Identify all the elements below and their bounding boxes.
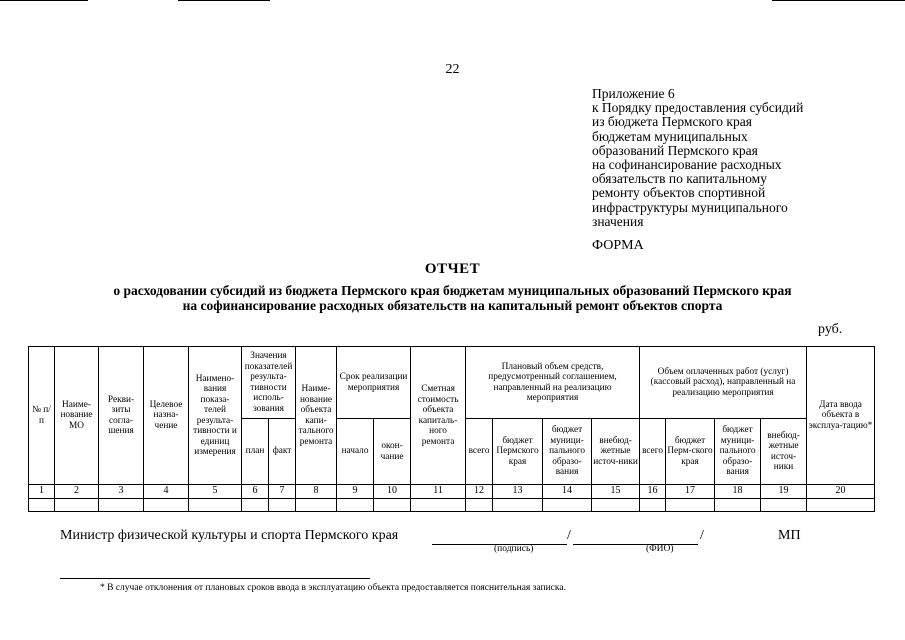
empty-cell xyxy=(466,499,493,512)
appendix-line: к Порядку предоставления субсидий xyxy=(592,100,804,116)
column-number: 10 xyxy=(374,485,411,499)
header-plan: план xyxy=(242,419,269,485)
header-extra: внебюд-жетные источ-ники xyxy=(592,419,640,485)
top-border-right xyxy=(772,0,905,1)
column-number: 14 xyxy=(543,485,592,499)
fio-caption: (ФИО) xyxy=(646,544,674,554)
appendix-line: образований Пермского края xyxy=(592,142,758,158)
empty-cell xyxy=(715,499,761,512)
appendix-line: Приложение 6 xyxy=(592,86,675,101)
empty-cell xyxy=(99,499,144,512)
empty-cell xyxy=(640,499,666,512)
column-number: 7 xyxy=(269,485,296,499)
empty-data-row xyxy=(29,499,875,512)
appendix-block xyxy=(592,87,892,229)
report-table xyxy=(28,346,875,512)
empty-cell xyxy=(269,499,296,512)
header-planned: Плановый объем средств, предусмотренный соглашением, направленный на реализацию мероприятия xyxy=(466,347,640,419)
header-object: Наиме-нование объекта капи-тального ремонта xyxy=(296,347,337,485)
column-number: 11 xyxy=(411,485,466,499)
empty-cell xyxy=(242,499,269,512)
footnote: * В случае отклонения от плановых сроков ввода в эксплуатацию объекта предоставляется пояснительная записка. xyxy=(100,583,566,593)
header-municipal: бюджет муници-пального образо-вания xyxy=(543,419,592,485)
header-total: всего xyxy=(466,419,493,485)
column-number: 9 xyxy=(337,485,374,499)
header-municipal-paid: бюджет муници-пального образо-вания xyxy=(715,419,761,485)
empty-cell xyxy=(493,499,543,512)
header-period: Срок реализации мероприятия xyxy=(337,347,411,419)
appendix-line: бюджетам муниципальных xyxy=(592,128,748,144)
empty-cell xyxy=(411,499,466,512)
empty-cell xyxy=(29,499,55,512)
form-label: ФОРМА xyxy=(592,238,644,253)
header-mo: Наиме-нование МО xyxy=(55,347,99,485)
empty-cell xyxy=(55,499,99,512)
signature-label: Министр физической культуры и спорта Пермского края xyxy=(60,528,399,543)
subtitle-line: на софинансирование расходных обязательств на капитальный ремонт объектов спорта xyxy=(182,298,723,313)
column-number: 16 xyxy=(640,485,666,499)
empty-cell xyxy=(807,499,875,512)
footnote-rule xyxy=(60,578,370,579)
appendix-line: обязательств по капитальному xyxy=(592,171,767,187)
column-number: 4 xyxy=(144,485,189,499)
report-subtitle xyxy=(0,283,905,313)
column-number: 3 xyxy=(99,485,144,499)
column-number: 17 xyxy=(666,485,715,499)
header-paid: Объем оплаченных работ (услуг) (кассовый расход), направленный на реализацию мероприятия xyxy=(640,347,807,419)
appendix-line: на софинансирование расходных xyxy=(592,157,782,173)
header-total-paid: всего xyxy=(640,419,666,485)
currency-label: руб. xyxy=(818,322,843,337)
empty-cell xyxy=(666,499,715,512)
column-number: 6 xyxy=(242,485,269,499)
header-fact: факт xyxy=(269,419,296,485)
appendix-line: из бюджета Пермского края xyxy=(592,114,752,130)
fio-underline xyxy=(573,544,698,545)
empty-cell xyxy=(337,499,374,512)
fio-slash: / xyxy=(700,528,704,543)
stamp-place-label: МП xyxy=(778,528,801,543)
header-cost: Сметная стоимость объекта капиталь-ного ремонта xyxy=(411,347,466,485)
appendix-line: ремонту объектов спортивной xyxy=(592,185,766,201)
column-number: 18 xyxy=(715,485,761,499)
header-rekvizity: Рекви-зиты согла-шения xyxy=(99,347,144,485)
column-number: 19 xyxy=(761,485,807,499)
top-border-left xyxy=(0,0,88,1)
empty-cell xyxy=(761,499,807,512)
empty-cell xyxy=(592,499,640,512)
column-number: 8 xyxy=(296,485,337,499)
signature-line xyxy=(60,528,398,544)
signature-slash: / xyxy=(567,528,571,543)
report-title: ОТЧЕТ xyxy=(424,261,481,277)
column-number: 13 xyxy=(493,485,543,499)
header-extra-paid: внебюд-жетные источ-ники xyxy=(761,419,807,485)
appendix-line: инфраструктуры муниципального xyxy=(592,199,788,215)
column-number: 1 xyxy=(29,485,55,499)
column-number: 12 xyxy=(466,485,493,499)
podpis-caption: (подпись) xyxy=(494,544,534,554)
empty-cell xyxy=(296,499,337,512)
header-regional-paid: бюджет Перм-ского края xyxy=(666,419,715,485)
empty-cell xyxy=(543,499,592,512)
header-indicator-values: Значения показателей результа-тивности исполь-зования xyxy=(242,347,296,419)
top-border-mid xyxy=(178,0,270,1)
column-number: 15 xyxy=(592,485,640,499)
empty-cell xyxy=(189,499,242,512)
header-start: начало xyxy=(337,419,374,485)
column-number: 5 xyxy=(189,485,242,499)
page-number: 22 xyxy=(445,62,460,77)
subtitle-line: о расходовании субсидий из бюджета Пермского края бюджетам муниципальных образований Пермского края xyxy=(113,283,792,298)
column-number: 2 xyxy=(55,485,99,499)
header-date: Дата ввода объекта в эксплуа-тацию* xyxy=(807,347,875,485)
empty-cell xyxy=(144,499,189,512)
column-number: 20 xyxy=(807,485,875,499)
empty-cell xyxy=(374,499,411,512)
header-indicators: Наимено-вания показа-телей результа-тивности и единиц измерения xyxy=(189,347,242,485)
column-number-row xyxy=(29,485,875,499)
header-num: № п/п xyxy=(29,347,55,485)
header-end: окон-чание xyxy=(374,419,411,485)
header-regional: бюджет Пермского края xyxy=(493,419,543,485)
header-purpose: Целевое назна-чение xyxy=(144,347,189,485)
appendix-line: значения xyxy=(592,213,644,229)
